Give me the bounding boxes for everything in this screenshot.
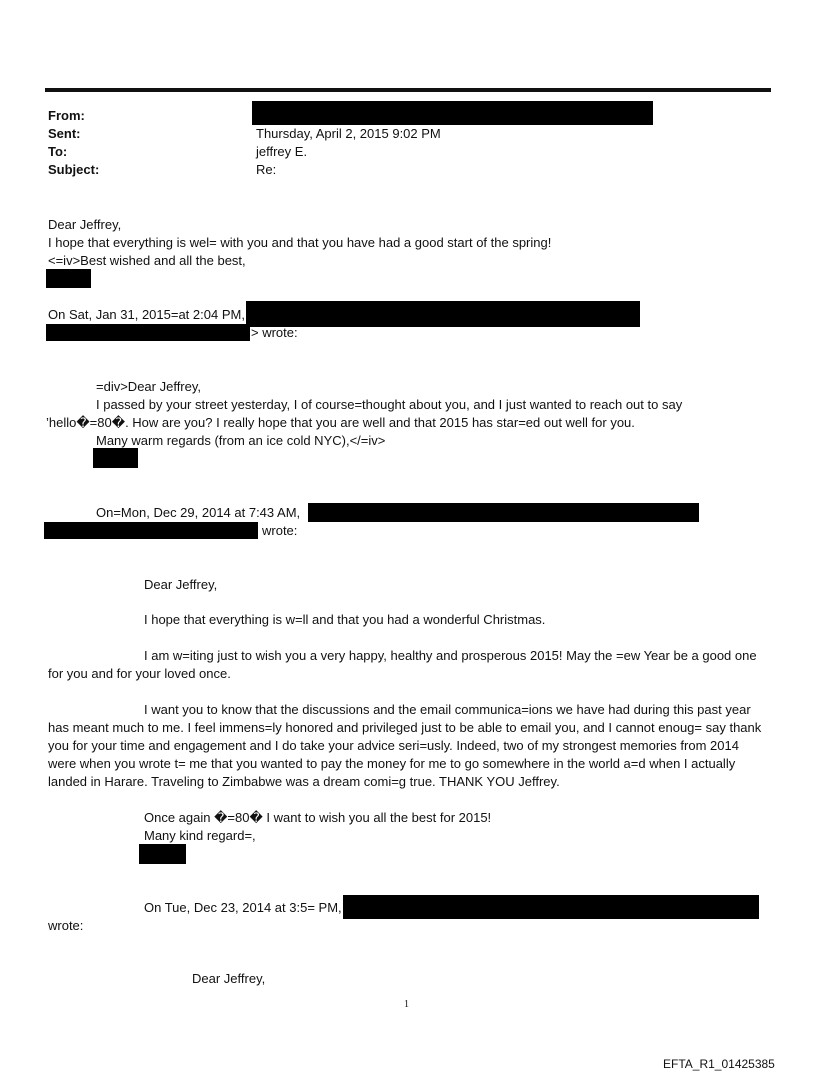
redaction-block <box>44 522 258 539</box>
from-label: From: <box>48 108 85 123</box>
quote-line: Many warm regards (from an ice cold NYC),</=iv> <box>96 433 386 448</box>
greeting: Dear Jeffrey, <box>48 217 122 232</box>
quote-line: ’hello�=80�. How are you? I really hope that you are well and that 2015 has star=ed out well for you. <box>46 415 635 430</box>
header-rule <box>45 88 771 92</box>
redaction-block <box>46 324 250 341</box>
redaction-block <box>308 503 699 522</box>
quote-greeting: Dear Jeffrey, <box>192 971 266 986</box>
quote-greeting: Dear Jeffrey, <box>144 577 218 592</box>
redaction-block <box>139 844 186 864</box>
subject-value: Re: <box>256 162 277 177</box>
quote-greeting: =div>Dear Jeffrey, <box>96 379 202 394</box>
redaction-block <box>252 101 653 125</box>
page-number: 1 <box>404 999 409 1010</box>
redaction-block <box>46 269 91 288</box>
to-value: jeffrey E. <box>256 144 308 159</box>
quote-wrote: wrote: <box>262 523 298 538</box>
quote-line: Once again �=80� I want to wish you all the best for 2015! <box>144 810 492 825</box>
quote-header: On=Mon, Dec 29, 2014 at 7:43 AM, <box>96 505 301 520</box>
to-label: To: <box>48 144 68 159</box>
quote-header: On Sat, Jan 31, 2015=at 2:04 PM, <box>48 307 245 322</box>
quote-line: Many kind regard=, <box>144 828 256 843</box>
subject-label: Subject: <box>48 162 100 177</box>
quote-header: On Tue, Dec 23, 2014 at 3:5= PM, <box>144 900 342 915</box>
sent-label: Sent: <box>48 126 81 141</box>
document-id: EFTA_R1_01425385 <box>663 1057 775 1071</box>
quote-paragraph: I am w=iting just to wish you a very happy, healthy and prosperous 2015! May the =ew Year be a good one for you and for your loved once. <box>48 648 757 681</box>
quote-line: I passed by your street yesterday, I of course=thought about you, and I just wanted to reach out to say <box>96 397 683 412</box>
redaction-block <box>93 448 138 468</box>
redaction-block <box>246 301 640 327</box>
body-line: I hope that everything is wel= with you and that you have had a good start of the spring! <box>48 235 552 250</box>
quote-wrote: > wrote: <box>251 325 298 340</box>
redaction-block <box>343 895 759 919</box>
quote-paragraph: I want you to know that the discussions and the email communica=ions we have had during this past year has meant much to me. I feel immens=ly honored and privileged just to be able to email you, and I cannot enoug= say thank you for your time and engagement and I do take your advice seri=usly. Indeed, two of my strongest memories from 2014 were when you wrote t= me that you wanted to pay the money for me to go somewhere in the world a=d when I actually landed in Harare. Traveling to Zimbabwe was a dream comi=g true. THANK YOU Jeffrey. <box>48 702 762 789</box>
quote-line: I hope that everything is w=ll and that you had a wonderful Christmas. <box>144 612 546 627</box>
quote-wrote: wrote: <box>48 918 84 933</box>
body-line: <=iv>Best wished and all the best, <box>48 253 246 268</box>
sent-value: Thursday, April 2, 2015 9:02 PM <box>256 126 441 141</box>
